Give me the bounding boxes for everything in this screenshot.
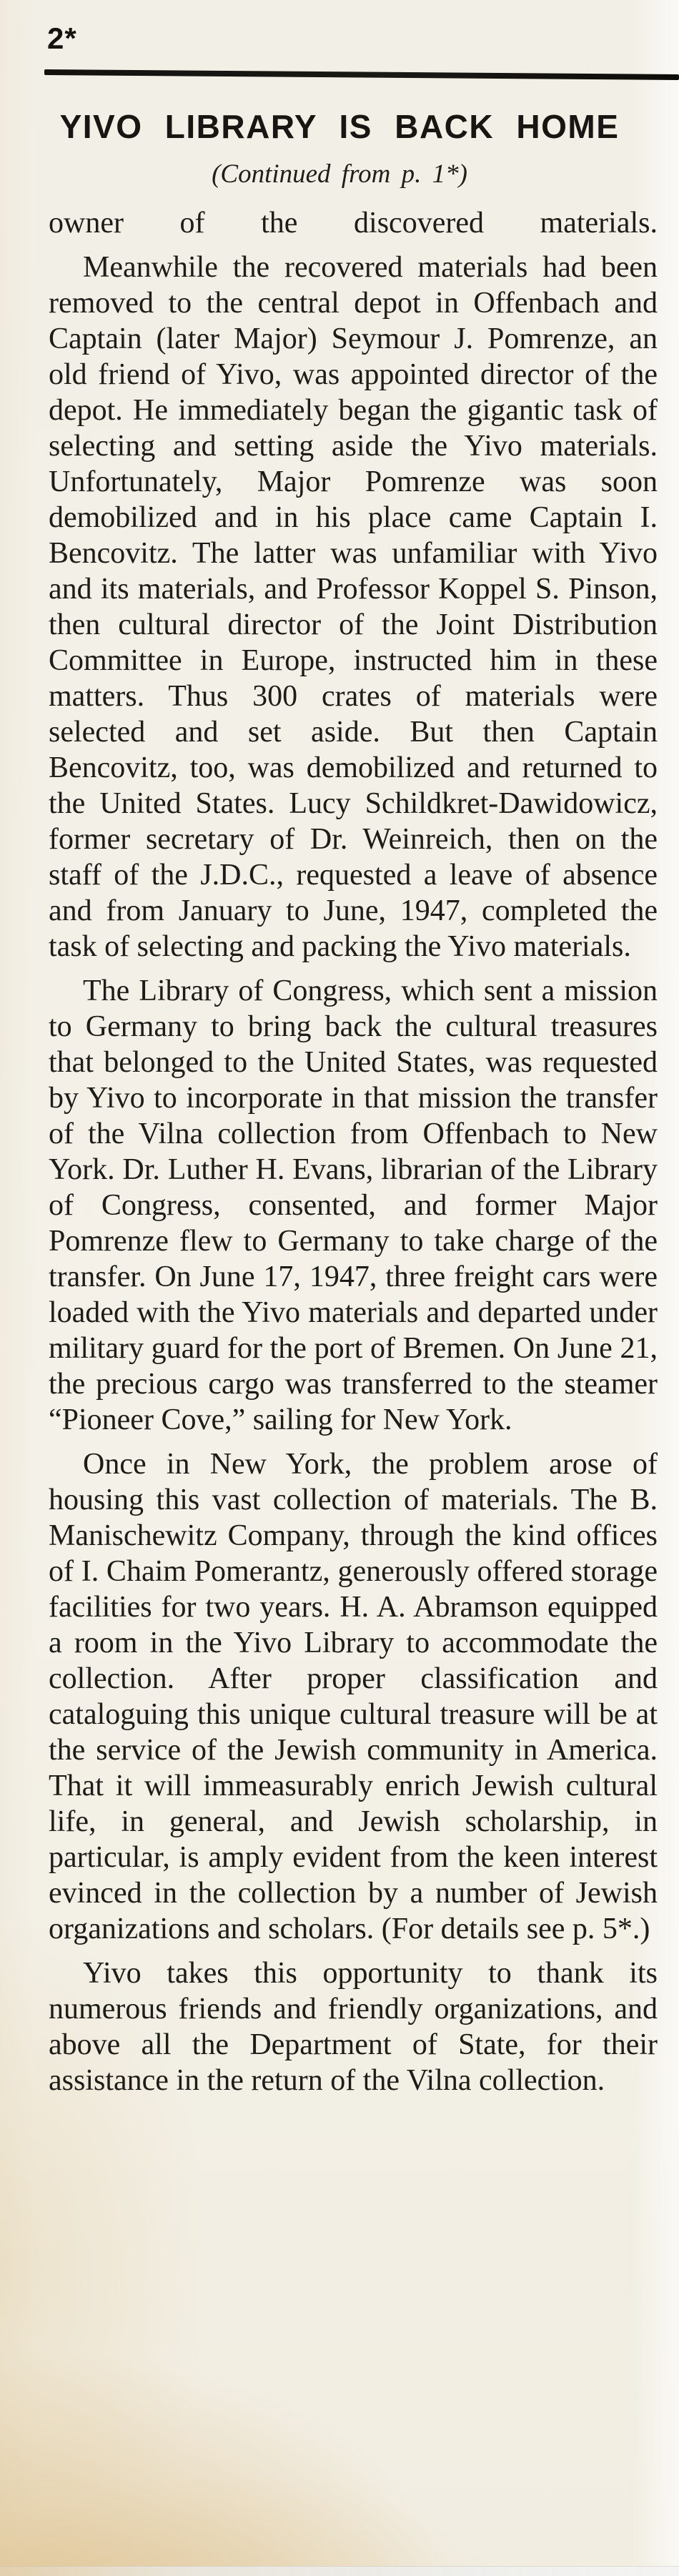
article-body [49,205,658,2107]
header-rule [44,69,679,80]
paragraph: Yivo takes this opportunity to thank its numerous friends and friendly organizations, and above all the Department of State, for their assistance in the return of the Vilna collection. [49,1957,658,2097]
article-title: YIVO LIBRARY IS BACK HOME [59,108,620,145]
paragraph: Once in New York, the problem arose of housing this vast collection of materials. The B. Manischewitz Company, through the kind offices of I. Chaim Pomerantz, generously offered storage facilities for two years. H. A. Abramson equipped a room in the Yivo Library to accommodate the collection. After proper classification and cataloguing this unique cultural treasure will be at the service of the Jewish community in America. That it will immeasurably enrich Jewish cultural life, in general, and Jewish scholarship, in particular, is amply evident from the keen interest evinced in the collection by a number of Jewish organizations and scholars. (For details see p. 5*.) [49,1448,658,1945]
paragraph: Meanwhile the recovered materials had been removed to the central depot in Offenbach and Captain (later Major) Seymour J. Pomrenze, an old friend of Yivo, was appointed director of the depot. He immediately began the gigantic task of selecting and setting aside the Yivo materials. Unfortunately, Major Pomrenze was soon demobilized and in his place came Captain I. Bencovitz. The latter was unfamiliar with Yivo and its materials, and Professor Koppel S. Pinson, then cultural director of the Joint Distribution Committee in Europe, instructed him in these matters. Thus 300 crates of materials were selected and set aside. But then Captain Bencovitz, too, was demobilized and returned to the United States. Lucy Schildkret-Dawidowicz, former secretary of Dr. Weinreich, then on the staff of the J.D.C., requested a leave of absence and from January to June, 1947, completed the task of selecting and packing the Yivo materials. [49,251,658,963]
paragraph: owner of the discovered materials. [49,207,658,240]
page-number: 2* [47,21,77,55]
scan-bottom-edge [0,2566,679,2576]
continuation-note: (Continued from p. 1*) [212,159,467,189]
paragraph: The Library of Congress, which sent a mission to Germany to bring back the cultural treasures that belonged to the United States, was requested by Yivo to incorporate in that mission the transfer of the Vilna collection from Offenbach to New York. Dr. Luther H. Evans, librarian of the Library of Congress, consented, and former Major Pomrenze flew to Germany to take charge of the transfer. On June 17, 1947, three freight cars were loaded with the Yivo materials and departed under military guard for the port of Bremen. On June 21, the precious cargo was transferred to the steamer “Pioneer Cove,” sailing for New York. [49,974,658,1436]
